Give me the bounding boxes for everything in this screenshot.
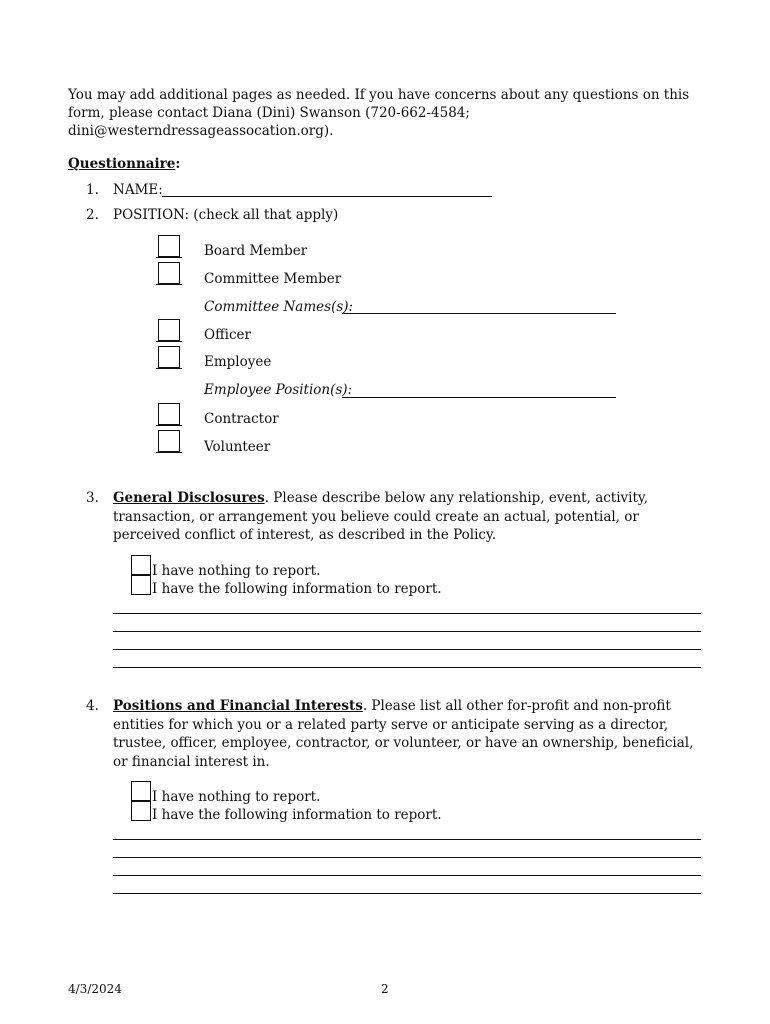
- q4-answer-line[interactable]: [113, 893, 701, 894]
- q4-paragraph: [113, 697, 703, 771]
- name-field[interactable]: [162, 196, 492, 197]
- volunteer-checkbox[interactable]: [158, 430, 180, 452]
- contractor-label: Contractor: [204, 411, 279, 427]
- q3-following-checkbox[interactable]: [131, 575, 151, 595]
- q4-answer-line[interactable]: [113, 857, 701, 858]
- q4-nothing-label: I have nothing to report.: [152, 789, 321, 805]
- q4-text: . Please list all other for-profit and non-profit entities for which you or a related party serve or anticipate serving as a director, trustee, officer, employee, contractor, or volunteer, or have an ownership, beneficial, or financial interest in.: [113, 698, 694, 770]
- q4-number: 4.: [86, 698, 99, 714]
- committee-member-label: Committee Member: [204, 271, 342, 287]
- q2-number: 2.: [86, 207, 99, 223]
- board-member-checkbox[interactable]: [158, 235, 180, 257]
- q4-answer-line[interactable]: [113, 875, 701, 876]
- officer-checkbox[interactable]: [158, 319, 180, 341]
- employee-positions-field[interactable]: [342, 397, 616, 398]
- q3-nothing-label: I have nothing to report.: [152, 563, 321, 579]
- q3-nothing-checkbox[interactable]: [131, 555, 151, 575]
- questionnaire-heading-colon: :: [175, 156, 181, 172]
- q2-label: POSITION: (check all that apply): [113, 207, 339, 223]
- volunteer-label: Volunteer: [204, 439, 271, 455]
- officer-label: Officer: [204, 327, 251, 343]
- intro-text: You may add additional pages as needed. If you have concerns about any questions on this form, please contact Diana (Dini) Swanson (720-662-4584; dini@westerndressageassocation.org).: [68, 87, 690, 139]
- q3-title: General Disclosures: [113, 490, 265, 506]
- q3-answer-line[interactable]: [113, 649, 701, 650]
- q3-answer-line[interactable]: [113, 613, 701, 614]
- footer-date: 4/3/2024: [68, 982, 122, 996]
- q3-following-label: I have the following information to report.: [152, 581, 442, 597]
- q1-number: 1.: [86, 182, 99, 198]
- q3-text: . Please describe below any relationship, event, activity, transaction, or arrangement you believe could create an actual, potential, or perceived conflict of interest, as described in the Policy.: [113, 490, 649, 543]
- q1-label: NAME:: [113, 182, 163, 198]
- page-number: 2: [381, 982, 389, 996]
- committee-member-checkbox[interactable]: [158, 262, 180, 284]
- employee-positions-label: Employee Position(s):: [204, 382, 353, 398]
- committee-names-label: Committee Names(s):: [204, 299, 354, 315]
- q4-nothing-checkbox[interactable]: [131, 781, 151, 801]
- committee-names-field[interactable]: [342, 313, 616, 314]
- questionnaire-heading: [68, 155, 180, 173]
- q4-title: Positions and Financial Interests: [113, 698, 363, 714]
- contractor-checkbox[interactable]: [158, 403, 180, 425]
- board-member-label: Board Member: [204, 243, 308, 259]
- q3-answer-line[interactable]: [113, 631, 701, 632]
- employee-label: Employee: [204, 354, 272, 370]
- q3-answer-line[interactable]: [113, 667, 701, 668]
- employee-checkbox[interactable]: [158, 346, 180, 368]
- q3-paragraph: [113, 489, 703, 545]
- q4-following-label: I have the following information to report.: [152, 807, 442, 823]
- q4-answer-line[interactable]: [113, 839, 701, 840]
- q3-number: 3.: [86, 490, 99, 506]
- q4-following-checkbox[interactable]: [131, 801, 151, 821]
- questionnaire-heading-label: Questionnaire: [68, 156, 176, 172]
